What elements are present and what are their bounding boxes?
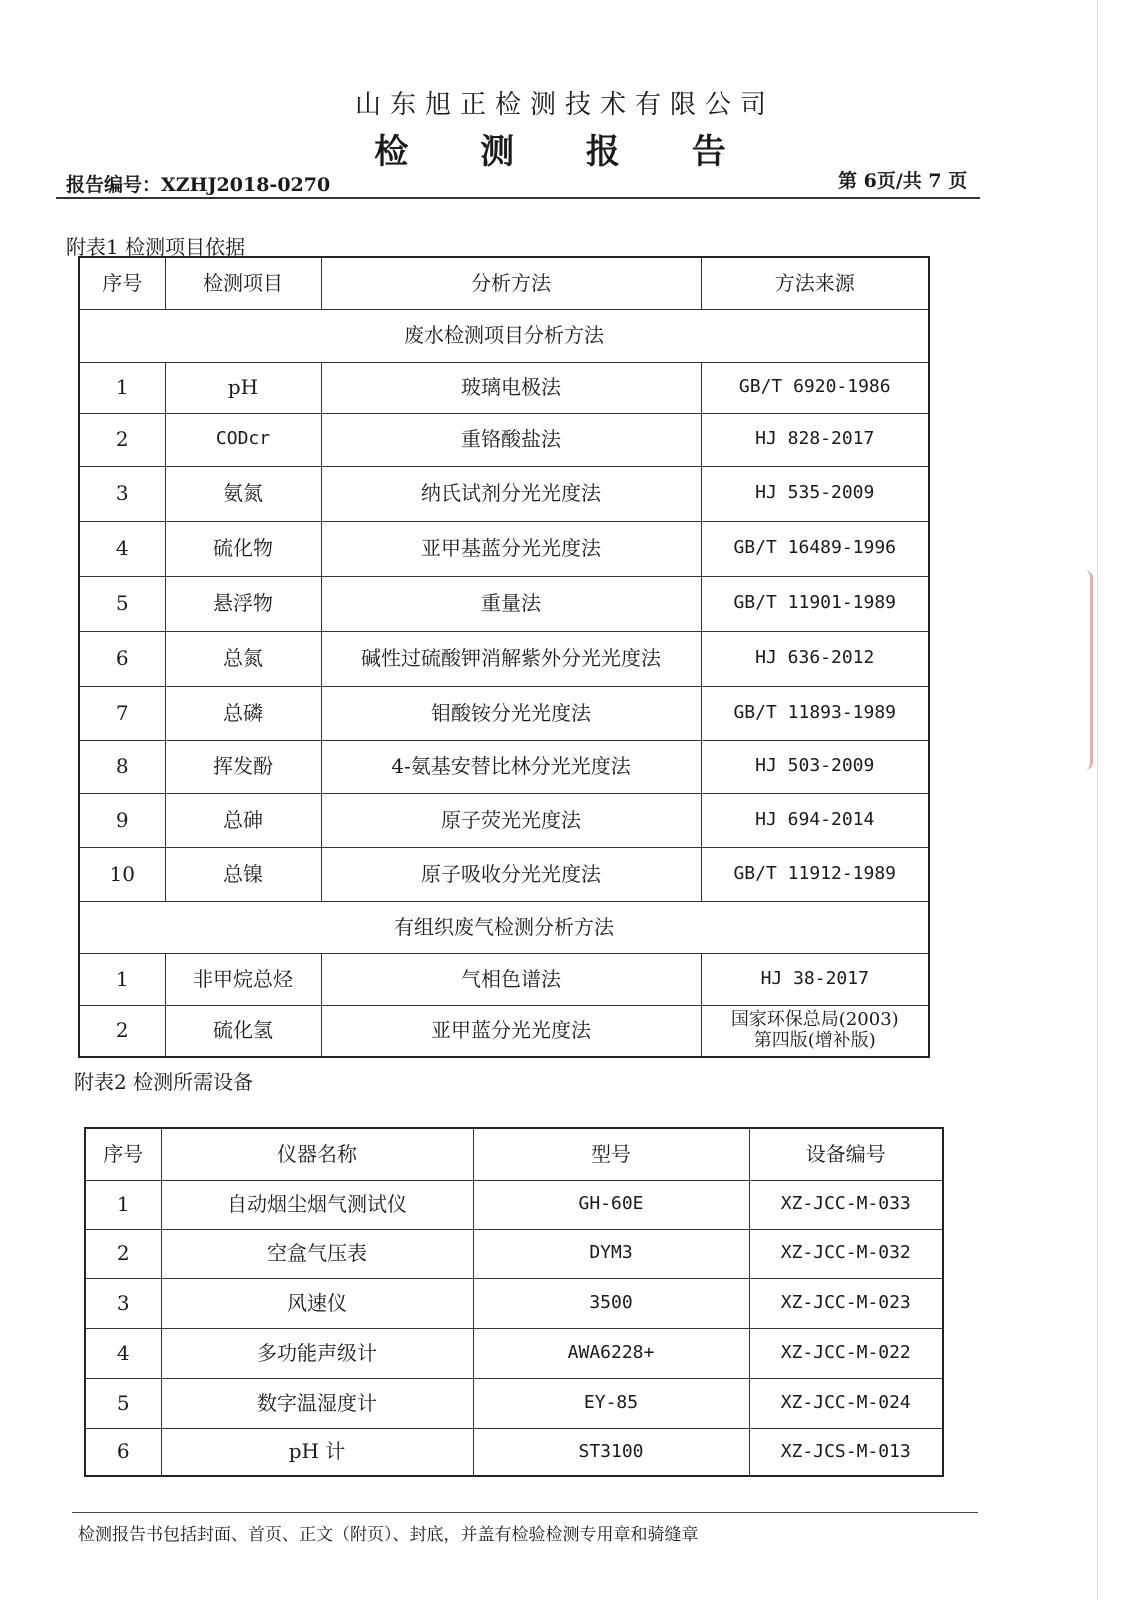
table-row — [79, 953, 929, 1005]
column-header: 序号 — [79, 257, 165, 309]
footer-note: 检测报告书包括封面、首页、正文（附页）、封底，并盖有检验检测专用章和骑缝章 — [78, 1525, 699, 1545]
cell-no: 2 — [79, 1005, 165, 1057]
cell-no: 8 — [79, 740, 165, 793]
table2-caption: 附表2 检测所需设备 — [74, 1070, 254, 1094]
section-title: 废水检测项目分析方法 — [79, 309, 929, 362]
column-header: 分析方法 — [321, 257, 701, 309]
table-row — [79, 631, 929, 686]
cell-code: XZ-JCC-M-023 — [749, 1278, 943, 1328]
table-row — [79, 521, 929, 576]
table-row — [85, 1428, 943, 1476]
cell-item: 悬浮物 — [165, 576, 321, 631]
page-number: 第 6页/共 7 页 — [838, 170, 968, 192]
table-row — [79, 362, 929, 413]
cell-method: 亚甲基蓝分光光度法 — [321, 521, 701, 576]
cell-name: 数字温湿度计 — [161, 1378, 473, 1428]
cell-no: 10 — [79, 847, 165, 901]
company-name: 山东旭正检测技术有限公司 — [354, 90, 775, 120]
cell-source: HJ 694-2014 — [701, 793, 929, 847]
cell-model: GH-60E — [473, 1180, 749, 1229]
cell-name: 空盒气压表 — [161, 1229, 473, 1278]
cell-source: GB/T 6920-1986 — [701, 362, 929, 413]
cell-code: XZ-JCC-M-024 — [749, 1378, 943, 1428]
cell-method: 原子荧光光度法 — [321, 793, 701, 847]
table-equipment — [84, 1127, 944, 1477]
cell-no: 4 — [85, 1328, 161, 1378]
cell-item: 挥发酚 — [165, 740, 321, 793]
cell-item: 总氮 — [165, 631, 321, 686]
cell-no: 2 — [85, 1229, 161, 1278]
cell-no: 9 — [79, 793, 165, 847]
cell-no: 2 — [79, 413, 165, 466]
cell-model: AWA6228+ — [473, 1328, 749, 1378]
cell-item: 硫化物 — [165, 521, 321, 576]
cell-source: GB/T 11901-1989 — [701, 576, 929, 631]
column-header: 序号 — [85, 1128, 161, 1180]
cell-method: 玻璃电极法 — [321, 362, 701, 413]
table-row — [79, 1005, 929, 1057]
cell-no: 4 — [79, 521, 165, 576]
cell-method: 碱性过硫酸钾消解紫外分光光度法 — [321, 631, 701, 686]
column-header: 检测项目 — [165, 257, 321, 309]
table-row — [79, 576, 929, 631]
cell-item: 总磷 — [165, 686, 321, 740]
cell-method: 钼酸铵分光光度法 — [321, 686, 701, 740]
cell-item: 硫化氢 — [165, 1005, 321, 1057]
table-row — [79, 847, 929, 901]
cell-code: XZ-JCS-M-013 — [749, 1428, 943, 1476]
table-row — [85, 1378, 943, 1428]
cell-source: GB/T 11893-1989 — [701, 686, 929, 740]
footer-divider — [72, 1512, 978, 1513]
cell-source: HJ 503-2009 — [701, 740, 929, 793]
cell-source: HJ 535-2009 — [701, 466, 929, 521]
table1-header-row — [79, 257, 929, 309]
cell-method: 亚甲蓝分光光度法 — [321, 1005, 701, 1057]
cell-method: 重量法 — [321, 576, 701, 631]
cell-no: 3 — [79, 466, 165, 521]
cell-item: 非甲烷总烃 — [165, 953, 321, 1005]
column-header: 仪器名称 — [161, 1128, 473, 1180]
document-title: 检 测 报 告 — [374, 132, 756, 172]
cell-method: 气相色谱法 — [321, 953, 701, 1005]
cell-name: pH 计 — [161, 1428, 473, 1476]
cell-no: 3 — [85, 1278, 161, 1328]
cell-no: 1 — [79, 362, 165, 413]
table-row — [85, 1278, 943, 1328]
cell-model: DYM3 — [473, 1229, 749, 1278]
cell-method: 重铬酸盐法 — [321, 413, 701, 466]
table-row — [79, 740, 929, 793]
section-row-wastewater — [79, 309, 929, 362]
cell-code: XZ-JCC-M-033 — [749, 1180, 943, 1229]
cell-model: ST3100 — [473, 1428, 749, 1476]
cell-item: 总砷 — [165, 793, 321, 847]
cell-item: pH — [165, 362, 321, 413]
cell-no: 1 — [79, 953, 165, 1005]
table-row — [79, 413, 929, 466]
header-divider — [56, 197, 980, 199]
cell-source: HJ 828-2017 — [701, 413, 929, 466]
cell-name: 自动烟尘烟气测试仪 — [161, 1180, 473, 1229]
cell-no: 5 — [79, 576, 165, 631]
cell-source: GB/T 16489-1996 — [701, 521, 929, 576]
page-edge-line — [1097, 0, 1098, 1600]
table-row — [79, 793, 929, 847]
table-row — [85, 1229, 943, 1278]
table-row — [85, 1328, 943, 1378]
cell-model: 3500 — [473, 1278, 749, 1328]
cell-source: HJ 38-2017 — [701, 953, 929, 1005]
cell-source: HJ 636-2012 — [701, 631, 929, 686]
column-header: 设备编号 — [749, 1128, 943, 1180]
table-row — [79, 466, 929, 521]
cell-item: 总镍 — [165, 847, 321, 901]
cell-source: GB/T 11912-1989 — [701, 847, 929, 901]
cell-name: 多功能声级计 — [161, 1328, 473, 1378]
cell-item: 氨氮 — [165, 466, 321, 521]
cell-item: CODcr — [165, 413, 321, 466]
table2-header-row — [85, 1128, 943, 1180]
cell-method: 4-氨基安替比林分光光度法 — [321, 740, 701, 793]
seam-seal-stamp — [1070, 570, 1093, 770]
cell-source — [701, 1005, 929, 1057]
cell-name: 风速仪 — [161, 1278, 473, 1328]
cell-no: 1 — [85, 1180, 161, 1229]
cell-method: 纳氏试剂分光光度法 — [321, 466, 701, 521]
column-header: 方法来源 — [701, 257, 929, 309]
cell-code: XZ-JCC-M-032 — [749, 1229, 943, 1278]
table-row — [85, 1180, 943, 1229]
cell-source-line: 国家环保总局(2003) — [730, 1009, 899, 1031]
table1-caption: 附表1 检测项目依据 — [66, 235, 246, 259]
cell-no: 6 — [85, 1428, 161, 1476]
cell-no: 7 — [79, 686, 165, 740]
column-header: 型号 — [473, 1128, 749, 1180]
cell-source-line: 第四版(增补版) — [753, 1029, 876, 1051]
section-row-waste-gas — [79, 901, 929, 953]
table-row — [79, 686, 929, 740]
cell-code: XZ-JCC-M-022 — [749, 1328, 943, 1378]
cell-method: 原子吸收分光光度法 — [321, 847, 701, 901]
cell-model: EY-85 — [473, 1378, 749, 1428]
cell-no: 5 — [85, 1378, 161, 1428]
table-test-basis — [78, 256, 930, 1058]
report-number: 报告编号：XZHJ2018-0270 — [66, 174, 331, 196]
cell-no: 6 — [79, 631, 165, 686]
section-title: 有组织废气检测分析方法 — [79, 901, 929, 953]
